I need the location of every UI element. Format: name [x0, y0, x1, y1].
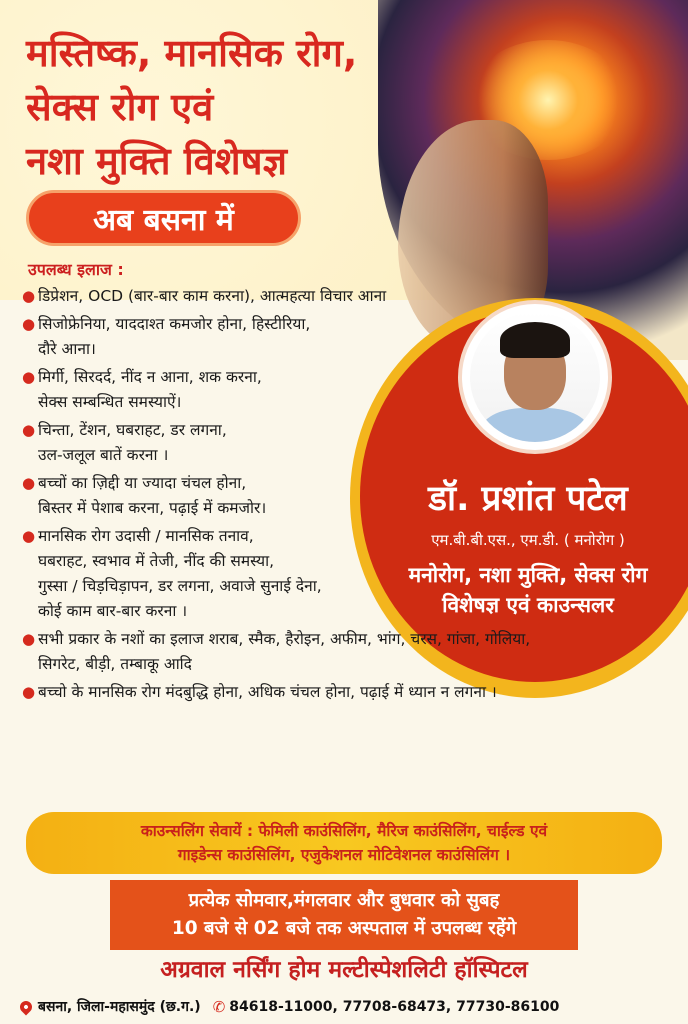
list-item-text: बिस्तर में पेशाब करना, पढ़ाई में कमजोर।	[38, 499, 267, 517]
title-line-1: मस्तिष्क, मानसिक रोग,	[26, 31, 358, 75]
bullet-icon: ●	[22, 527, 36, 545]
list-item-text: सिजोफ्रेनिया, याददाश्त कमजोर होना, हिस्टीरिया,	[38, 315, 311, 333]
hospital-phones[interactable]: 84618-11000, 77708-68473, 77730-86100	[229, 998, 560, 1015]
list-item	[18, 680, 658, 705]
bullet-icon: ●	[22, 287, 36, 305]
doctor-photo-frame	[462, 304, 608, 450]
doctor-specialty-line-2: विशेषज्ञ एवं काउन्सलर	[442, 593, 614, 617]
counselling-line-1: काउन्सलिंग सेवायें : फेमिली काउंसिलिंग, मैरिज काउंसिलिंग, चाईल्ड एवं	[140, 822, 548, 840]
doctor-photo	[470, 312, 600, 442]
location-pin-icon	[18, 998, 35, 1015]
bullet-icon: ●	[22, 683, 36, 701]
location-badge: अब बसना में	[26, 190, 301, 246]
schedule-banner	[110, 880, 578, 950]
doctor-specialty-line-1: मनोरोग, नशा मुक्ति, सेक्स रोग	[408, 563, 648, 587]
schedule-line-2: 10 बजे से 02 बजे तक अस्पताल में उपलब्ध रहेंगे	[171, 918, 517, 939]
contact-footer	[20, 997, 680, 1016]
page-title	[26, 26, 357, 188]
list-item-text: सिगरेट, बीड़ी, तम्बाकू आदि	[38, 655, 192, 673]
list-item-text: गुस्सा / चिड़चिड़ापन, डर लगना, अवाजे सुनाई देना,	[38, 577, 322, 595]
hospital-address: बसना, जिला-महासमुंद (छ.ग.)	[38, 999, 201, 1015]
list-item-text: घबराहट, स्वभाव में तेजी, नींद की समस्या,	[38, 552, 275, 570]
photo-shirt	[480, 408, 590, 442]
bullet-icon: ●	[22, 368, 36, 386]
counselling-banner	[26, 812, 662, 874]
title-line-3: नशा मुक्ति विशेषज्ञ	[26, 139, 287, 183]
hospital-name: अग्रवाल नर्सिंग होम मल्टीस्पेशलिटी हॉस्पिटल	[160, 957, 528, 983]
counselling-line-2: गाइडेन्स काउंसिलिंग, एजुकेशनल मोटिवेशनल काउंसिलिंग ।	[177, 846, 511, 864]
bullet-icon: ●	[22, 421, 36, 439]
list-item	[18, 284, 658, 309]
list-item-text: दौरे आना।	[38, 340, 96, 358]
photo-hair	[500, 322, 570, 358]
list-item-text: बच्चों का ज़िद्दी या ज्यादा चंचल होना,	[38, 474, 247, 492]
list-item-text: बच्चो के मानसिक रोग मंदबुद्धि होना, अधिक चंचल होना, पढ़ाई में ध्यान न लगना ।	[38, 683, 497, 701]
schedule-line-1: प्रत्येक सोमवार,मंगलवार और बुधवार को सुबह	[188, 890, 500, 911]
doctor-name: डॉ. प्रशांत पटेल	[428, 479, 628, 519]
list-item	[18, 627, 658, 677]
phone-icon: ✆	[212, 997, 226, 1016]
doctor-qualifications: एम.बी.बी.एस., एम.डी. ( मनोरोग )	[431, 531, 625, 549]
bullet-icon: ●	[22, 315, 36, 333]
list-item-text: सेक्स सम्बन्धित समस्याऐं।	[38, 393, 182, 411]
list-item-text: सभी प्रकार के नशों का इलाज शराब, स्मैक, हैरोइन, अफीम, भांग, चरस, गांजा, गोलिया,	[38, 630, 531, 648]
bullet-icon: ●	[22, 474, 36, 492]
list-item-text: मिर्गी, सिरदर्द, नींद न आना, शक करना,	[38, 368, 262, 386]
bullet-icon: ●	[22, 630, 36, 648]
treatments-heading: उपलब्ध इलाज :	[28, 260, 124, 279]
list-item-text: मानसिक रोग उदासी / मानसिक तनाव,	[38, 527, 254, 545]
title-line-2: सेक्स रोग एवं	[26, 85, 214, 129]
list-item-text: उल-जलूल बातें करना ।	[38, 446, 169, 464]
doctor-specialty	[376, 560, 680, 620]
list-item-text: कोई काम बार-बार करना ।	[38, 602, 188, 620]
list-item-text: डिप्रेशन, OCD (बार-बार काम करना), आत्महत्या विचार आना	[38, 287, 387, 305]
list-item-text: चिन्ता, टेंशन, घबराहट, डर लगना,	[38, 421, 227, 439]
